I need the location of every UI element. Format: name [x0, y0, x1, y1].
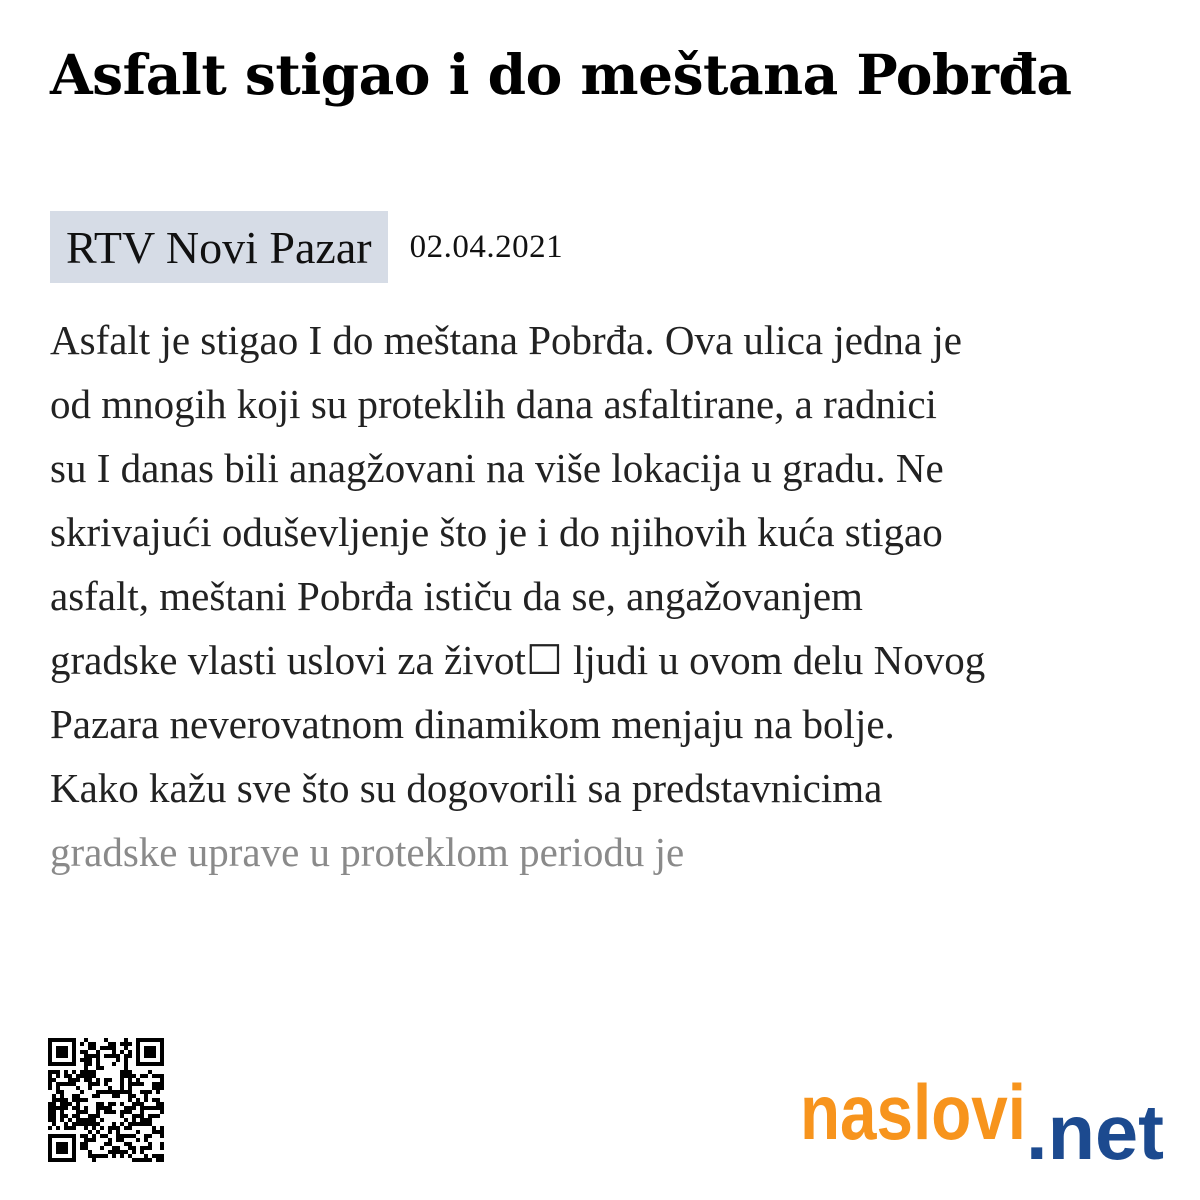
publish-date: 02.04.2021 [409, 229, 564, 265]
body-line: od mnogih koji su proteklih dana asfaltirane, a radnici [50, 381, 937, 427]
body-line: asfalt, meštani Pobrđa ističu da se, angažovanjem [50, 573, 863, 619]
body-line: Asfalt je stigao I do meštana Pobrđa. Ova ulica jedna je [50, 317, 962, 363]
body-line: Pazara neverovatnom dinamikom menjaju na bolje. [50, 701, 895, 747]
source-badge[interactable]: RTV Novi Pazar [50, 211, 388, 283]
article-body [50, 308, 1160, 884]
body-line: skrivajući oduševljenje što je i do njihovih kuća stigao [50, 509, 943, 555]
qr-code-icon[interactable] [48, 1038, 164, 1162]
logo-text-main: naslovi [800, 1068, 1026, 1156]
headline: Asfalt stigao i do meštana Pobrđa [50, 42, 1072, 107]
body-line: su I danas bili anagžovani na više lokacija u gradu. Ne [50, 445, 944, 491]
article-meta [50, 211, 563, 283]
body-line: gradske vlasti uslovi za život☐ ljudi u ovom delu Novog [50, 637, 986, 683]
naslovi-logo[interactable] [800, 1065, 1168, 1165]
logo-text-suffix: .net [1026, 1088, 1165, 1165]
body-line-faded: gradske uprave u proteklom periodu je [50, 829, 685, 875]
body-line: Kako kažu sve što su dogovorili sa predstavnicima [50, 765, 883, 811]
